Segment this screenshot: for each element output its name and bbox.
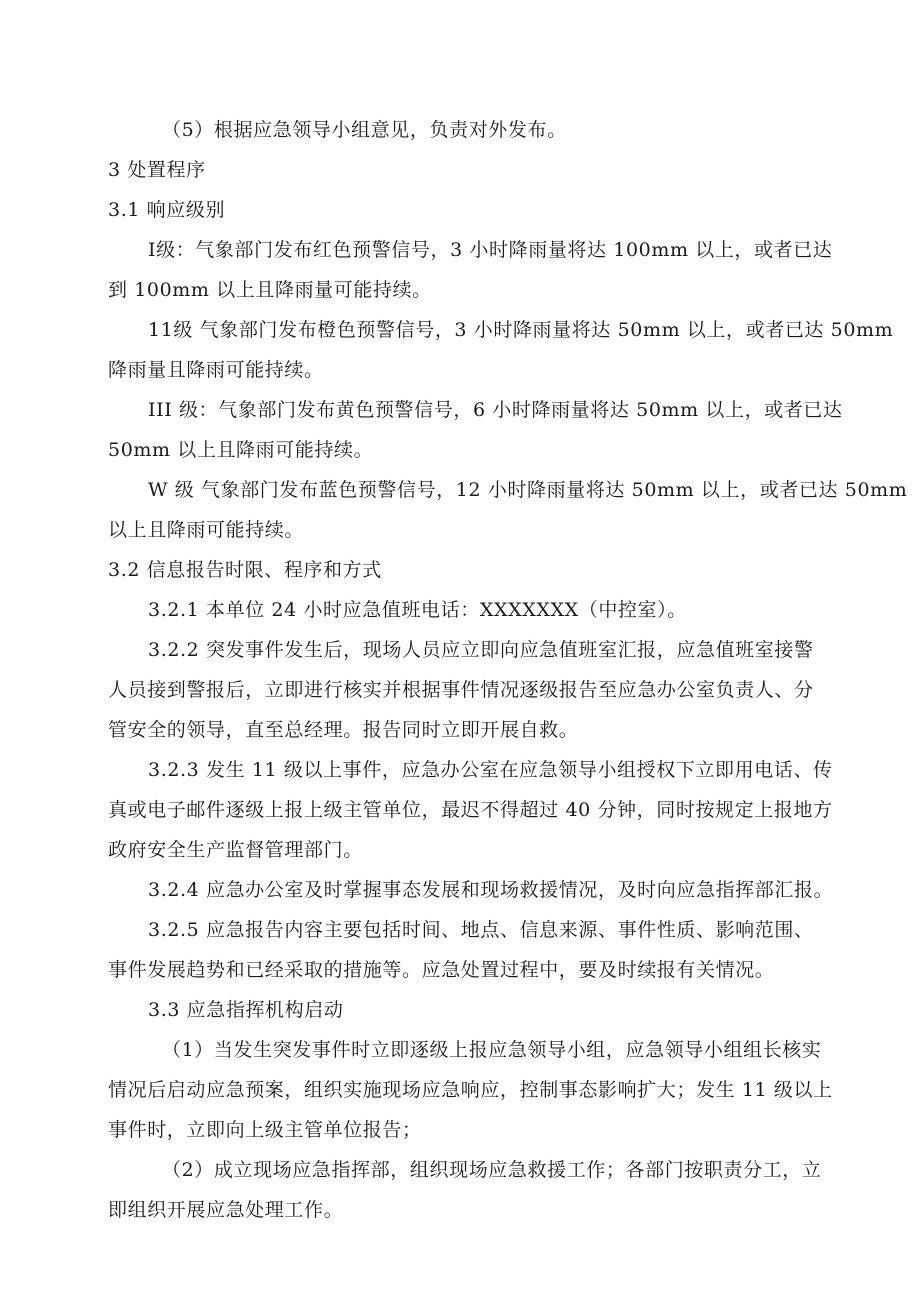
heading-3-2: 3.2 信息报告时限、程序和方式 <box>108 559 382 581</box>
level4-line-a: W 级 气象部门发布蓝色预警信号，12 小时降雨量将达 50mm 以上，或者已达 50mm <box>148 479 908 501</box>
level2-line-b: 降雨量且降雨可能持续。 <box>108 359 324 381</box>
level4-line-b: 以上且降雨可能持续。 <box>108 519 305 541</box>
paragraph-p1: （5）根据应急领导小组意见，负责对外发布。 <box>162 119 567 141</box>
heading-3-3: 3.3 应急指挥机构启动 <box>148 999 344 1021</box>
level1-line-a: Ⅰ级：气象部门发布红色预警信号，3 小时降雨量将达 100mm 以上，或者已达 <box>148 239 833 261</box>
section-3-2-1: 3.2.1 本单位 24 小时应急值班电话：XXXXXXX（中控室）。 <box>148 599 687 621</box>
level3-line-b: 50mm 以上且降雨可能持续。 <box>108 439 374 461</box>
command-item-1-c: 事件时，立即向上级主管单位报告； <box>108 1119 422 1141</box>
command-item-1-b: 情况后启动应急预案，组织实施现场应急响应，控制事态影响扩大；发生 11 级以上 <box>108 1079 833 1101</box>
section-3-2-2-b: 人员接到警报后，立即进行核实并根据事件情况逐级报告至应急办公室负责人、分 <box>108 679 814 701</box>
section-3-2-5-b: 事件发展趋势和已经采取的措施等。应急处置过程中，要及时续报有关情况。 <box>108 959 775 981</box>
level3-line-a: III 级：气象部门发布黄色预警信号，6 小时降雨量将达 50mm 以上，或者已达 <box>148 399 843 421</box>
section-3-2-5-a: 3.2.5 应急报告内容主要包括时间、地点、信息来源、事件性质、影响范围、 <box>148 919 814 941</box>
level1-line-b: 到 100mm 以上且降雨量可能持续。 <box>108 279 432 301</box>
section-3-2-3-c: 政府安全生产监督管理部门。 <box>108 839 363 861</box>
command-item-1-a: （1）当发生突发事件时立即逐级上报应急领导小组，应急领导小组组长核实 <box>162 1039 822 1061</box>
level2-line-a: 11级 气象部门发布橙色预警信号，3 小时降雨量将达 50mm 以上，或者已达 50mm <box>148 319 894 341</box>
heading-3-1: 3.1 响应级别 <box>108 199 226 221</box>
command-item-2-b: 即组织开展应急处理工作。 <box>108 1199 344 1221</box>
section-3-2-4: 3.2.4 应急办公室及时掌握事态发展和现场救援情况，及时向应急指挥部汇报。 <box>148 879 834 901</box>
section-3-2-3-b: 真或电子邮件逐级上报上级主管单位，最迟不得超过 40 分钟，同时按规定上报地方 <box>108 799 833 821</box>
heading-3: 3 处置程序 <box>108 159 206 181</box>
section-3-2-2-a: 3.2.2 突发事件发生后，现场人员应立即向应急值班室汇报，应急值班室接警 <box>148 639 814 661</box>
section-3-2-2-c: 管安全的领导，直至总经理。报告同时立即开展自救。 <box>108 719 579 741</box>
command-item-2-a: （2）成立现场应急指挥部，组织现场应急救援工作；各部门按职责分工，立 <box>162 1159 822 1181</box>
section-3-2-3-a: 3.2.3 发生 11 级以上事件，应急办公室在应急领导小组授权下立即用电话、传 <box>148 759 833 781</box>
